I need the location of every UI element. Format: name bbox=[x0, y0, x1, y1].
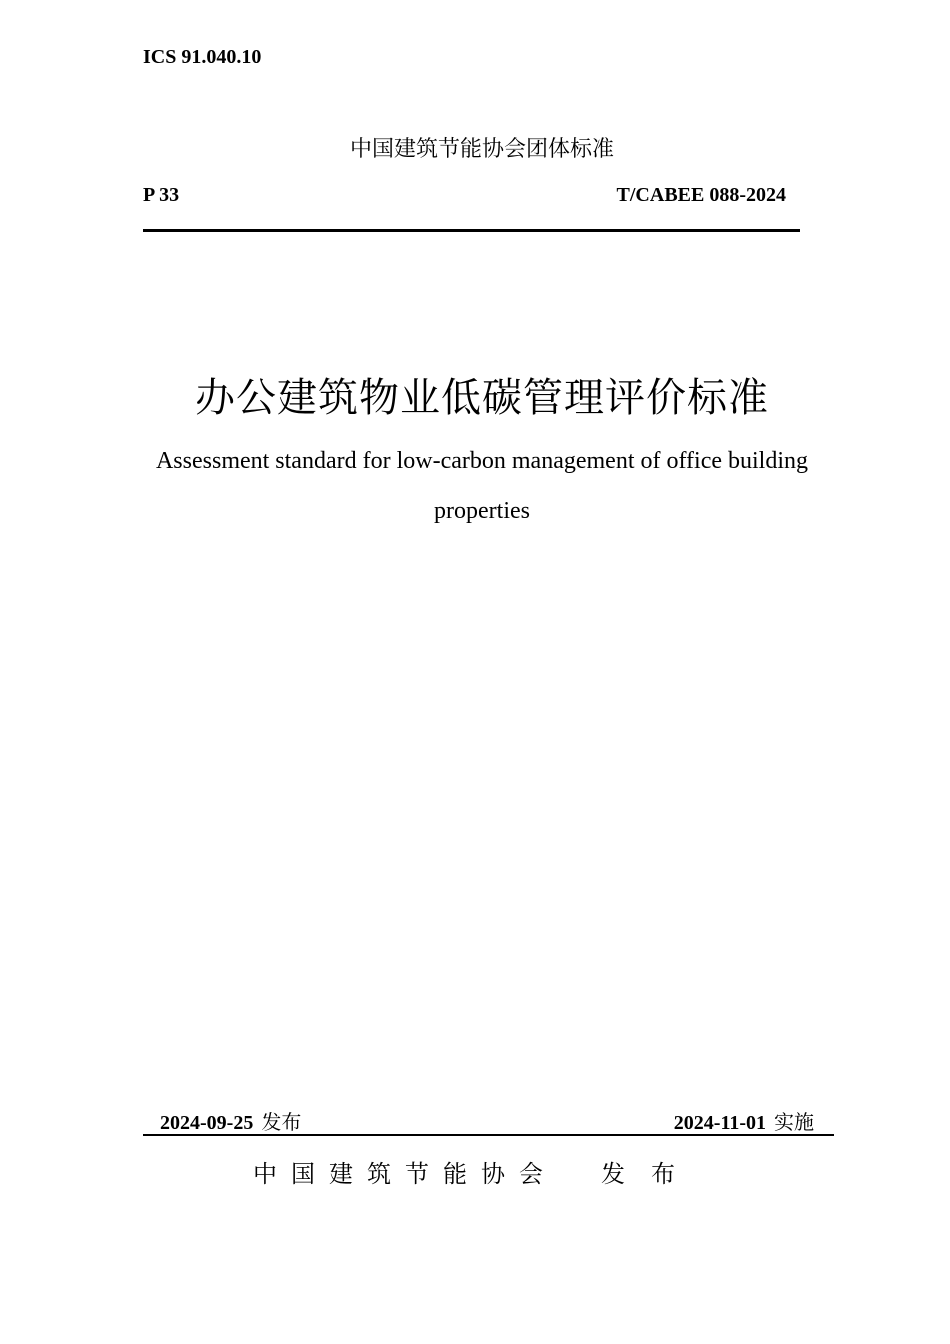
issue-label: 发布 bbox=[601, 1160, 701, 1188]
standard-type-heading: 中国建筑节能协会团体标准 bbox=[349, 137, 614, 162]
publish-date: 2024-09-25 bbox=[160, 1112, 254, 1134]
standard-number: T/CABEE 088-2024 bbox=[616, 184, 786, 206]
implement-date: 2024-11-01 bbox=[673, 1112, 766, 1134]
footer-divider bbox=[143, 1134, 834, 1136]
issuer-line bbox=[253, 1154, 701, 1189]
publish-date-block bbox=[160, 1106, 301, 1135]
implement-date-block bbox=[674, 1106, 814, 1135]
publish-label: 发布 bbox=[261, 1110, 302, 1134]
title-chinese: 办公建筑物业低碳管理评价标准 bbox=[195, 375, 769, 421]
classification-code: P 33 bbox=[143, 184, 180, 206]
header-divider bbox=[143, 229, 800, 232]
title-english: Assessment standard for low-carbon management of office building properties bbox=[155, 448, 809, 524]
ics-code: ICS 91.040.10 bbox=[143, 46, 262, 68]
issuer-name: 中国建筑节能协会 bbox=[253, 1160, 557, 1188]
implement-label: 实施 bbox=[774, 1110, 814, 1134]
